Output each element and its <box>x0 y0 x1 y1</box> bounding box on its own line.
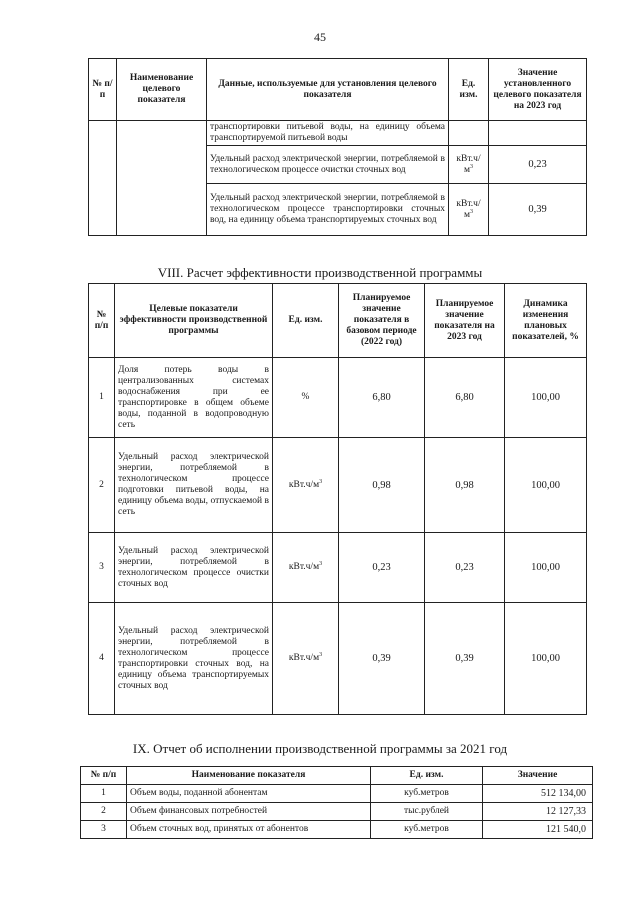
row-name: Объем финансовых потребностей <box>127 803 371 821</box>
empty-cell <box>117 121 207 236</box>
table-cell-value: 0,39 <box>489 184 587 236</box>
col-header-plan-2023: Планируемое значение показателя на 2023 год <box>425 284 505 358</box>
col-header-unit: Ед. изм. <box>371 767 483 785</box>
row-plan-value: 0,98 <box>425 438 505 533</box>
row-dynamics-value: 100,00 <box>505 603 587 715</box>
row-name: Объем сточных вод, принятых от абонентов <box>127 821 371 839</box>
table-cell-data: Удельный расход электрической энергии, потребляемой в технологическом процессе очистки сточных вод <box>207 146 449 184</box>
col-header-number: № п/п <box>81 767 127 785</box>
row-unit: куб.метров <box>371 785 483 803</box>
col-header-indicator-name: Наименование показателя <box>127 767 371 785</box>
row-plan-value: 0,39 <box>425 603 505 715</box>
row-unit: $кВт.ч/м^3$ <box>273 533 339 603</box>
col-header-unit: Ед. изм. <box>449 59 489 121</box>
row-number: 2 <box>81 803 127 821</box>
row-dynamics-value: 100,00 <box>505 358 587 438</box>
table-row <box>81 785 593 803</box>
col-header-unit: Ед. изм. <box>273 284 339 358</box>
row-unit: тыс.рублей <box>371 803 483 821</box>
col-header-target-value: Значение установленного целевого показателя на 2023 год <box>489 59 587 121</box>
col-header-indicator: Целевые показатели эффективности производственной программы <box>115 284 273 358</box>
row-unit: $кВт.ч/м^3$ <box>273 438 339 533</box>
row-name: Объем воды, поданной абонентам <box>127 785 371 803</box>
row-indicator: Доля потерь воды в централизованных системах водоснабжения при ее транспортировке в общем объеме воды, поданной в водопроводную сеть <box>115 358 273 438</box>
table-cell-data: Удельный расход электрической энергии, потребляемой в технологическом процессе транспортировки сточных вод, на единицу объема транспортируемых сточных вод <box>207 184 449 236</box>
program-report-table <box>80 766 593 839</box>
efficiency-table <box>88 283 587 715</box>
table-row <box>89 438 587 533</box>
row-plan-value: 6,80 <box>425 358 505 438</box>
row-indicator: Удельный расход электрической энергии, потребляемой в технологическом процессе подготовки питьевой воды, на единицу объема воды, отпускаемой в сеть <box>115 438 273 533</box>
col-header-dynamics: Динамика изменения плановых показателей, % <box>505 284 587 358</box>
row-dynamics-value: 100,00 <box>505 533 587 603</box>
row-base-value: 0,98 <box>339 438 425 533</box>
row-number: 4 <box>89 603 115 715</box>
row-number: 3 <box>81 821 127 839</box>
table-cell-value: 0,23 <box>489 146 587 184</box>
row-number: 1 <box>89 358 115 438</box>
row-value: 12 127,33 <box>483 803 593 821</box>
row-value: 121 540,0 <box>483 821 593 839</box>
row-unit: куб.метров <box>371 821 483 839</box>
col-header-data: Данные, используемые для установления целевого показателя <box>207 59 449 121</box>
col-header-number: № п/п <box>89 59 117 121</box>
col-header-number: № п/п <box>89 284 115 358</box>
row-number: 2 <box>89 438 115 533</box>
row-indicator: Удельный расход электрической энергии, потребляемой в технологическом процессе транспортировки сточных вод, на единицу объема транспортируемых сточных вод <box>115 603 273 715</box>
row-base-value: 0,23 <box>339 533 425 603</box>
col-header-base-period: Планируемое значение показателя в базовом периоде (2022 год) <box>339 284 425 358</box>
table-row <box>89 533 587 603</box>
row-indicator: Удельный расход электрической энергии, потребляемой в технологическом процессе очистки сточных вод <box>115 533 273 603</box>
row-base-value: 0,39 <box>339 603 425 715</box>
table-row <box>81 821 593 839</box>
row-value: 512 134,00 <box>483 785 593 803</box>
target-indicators-table <box>88 58 587 236</box>
empty-cell <box>89 121 117 236</box>
row-unit: $кВт.ч/м^3$ <box>273 603 339 715</box>
section-title-report: IX. Отчет об исполнении производственной программы за 2021 год <box>132 741 508 756</box>
row-dynamics-value: 100,00 <box>505 438 587 533</box>
table-row <box>89 603 587 715</box>
table-cell-unit: $кВт.ч/м^3$ <box>449 146 489 184</box>
row-plan-value: 0,23 <box>425 533 505 603</box>
section-title-efficiency: VIII. Расчет эффективности производственной программы <box>157 265 483 280</box>
table-cell-value <box>489 121 587 146</box>
table-row <box>89 358 587 438</box>
row-base-value: 6,80 <box>339 358 425 438</box>
page-number: 45 <box>314 30 326 44</box>
table-row <box>81 803 593 821</box>
table-cell-unit: $кВт.ч/м^3$ <box>449 184 489 236</box>
row-unit: % <box>273 358 339 438</box>
table-cell-unit <box>449 121 489 146</box>
col-header-value: Значение <box>483 767 593 785</box>
table-cell-data: транспортировки питьевой воды, на единицу объема транспортируемой питьевой воды <box>207 121 449 146</box>
row-number: 3 <box>89 533 115 603</box>
col-header-indicator-name: Наименование целевого показателя <box>117 59 207 121</box>
row-number: 1 <box>81 785 127 803</box>
